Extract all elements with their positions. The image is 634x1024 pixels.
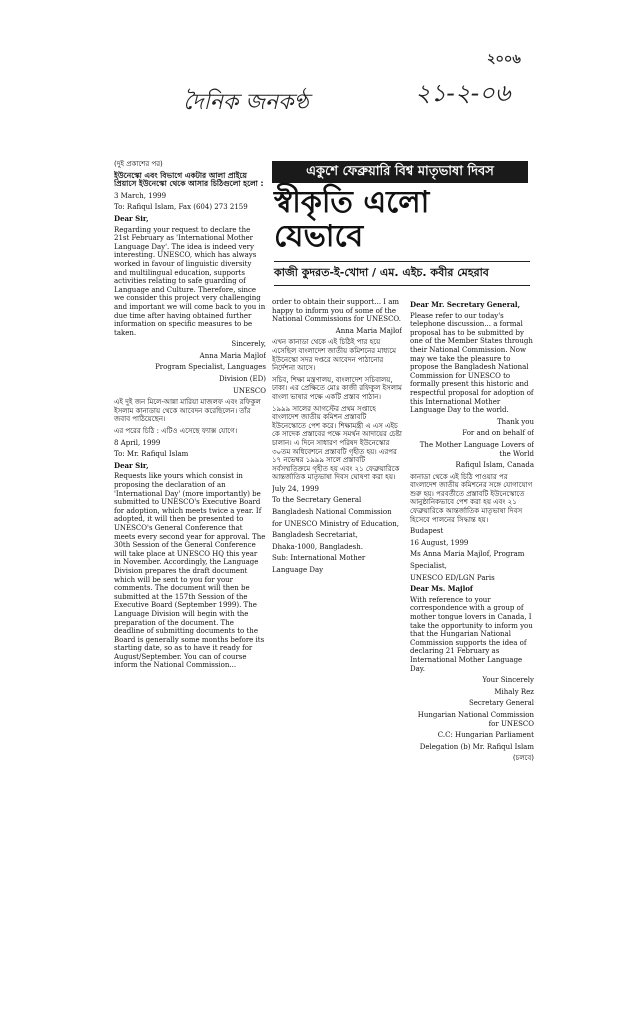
letter1-signatory-title: Program Specialist, Languages <box>155 363 266 372</box>
letter1-signatory: Anna Maria Majlof <box>199 351 266 360</box>
letter1-salutation: Dear Sir, <box>114 213 149 223</box>
top-note: (দুই প্রকাশের পর) <box>114 160 163 168</box>
col2-bengali-block-2: সচিব, শিক্ষা মন্ত্রণালয়, বাংলাদেশ সচিবালয়, ঢাকা। এর প্রেক্ষিতে মোঃ কাজী রফিকুল ইসলাম বাংলা ভাষার পক্ষে একটি প্রস্তাব পাঠান। <box>272 375 402 401</box>
letter2-date: 8 April, 1999 <box>114 438 161 447</box>
col3-salutation: Dear Mr. Secretary General, <box>410 300 521 309</box>
headline-line-1: স্বীকৃতি এলো <box>274 185 430 220</box>
letter2-to: To: Mr. Rafiqul Islam <box>114 450 189 459</box>
col3-closing: Your Sincerely <box>482 676 534 685</box>
article-banner: একুশে ফেব্রুয়ারি বিশ্ব মাতৃভাষা দিবস <box>272 161 528 183</box>
col2-to-line: To the Secretary General <box>272 496 362 505</box>
bengali-paragraph-2: এর পরের চিঠি : এটিও এসেছে ফ্যাক্স যোগে। <box>114 427 238 436</box>
col3-org: The Mother Language Lovers of the World <box>419 440 534 458</box>
col3-to-3: UNESCO ED/LGN Paris <box>410 573 495 582</box>
col3-cc: C.C: Hungarian Parliament <box>437 731 534 740</box>
col3-to-1: Ms Anna Maria Majlof, Program <box>410 550 525 559</box>
col3-to-2: Specialist, <box>410 562 447 571</box>
col3-sig-title: Secretary General <box>468 699 534 708</box>
headline-line-2: যেভাবে <box>274 219 364 254</box>
col3-date: 16 August, 1999 <box>410 538 469 547</box>
col2-address-2: for UNESCO Ministry of Education, <box>272 519 399 528</box>
col2-letter-date: July 24, 1999 <box>272 484 319 493</box>
col3-person: Rafiqul Islam, Canada <box>455 461 534 470</box>
col2-bengali-block-3: ১৯৯৯ সালের আগস্টের প্রথম সপ্তাহে বাংলাদেশ জাতীয় কমিশন প্রস্তাবটি ইউনেস্কোতে পেশ করে। শিক্ষামন্ত্রী এ এস এইচ কে সাদেক প্রস্তাবের পক্ষে সমর্থন আদায়ের চেষ্টা চালান। এ দিনে সাধারণ পরিষদ ইউনেস্কোর ৩০তম অধিবেশনে প্রস্তাবটি গৃহীত হয়। এরপর ১৭ নভেম্বর ১৯৯৯ সালে প্রস্তাবটি সর্বসম্মতিক্রমে গৃহীত হয় এবং ২১ ফেব্রুয়ারিকে আন্তর্জাতিক মাতৃভাষা দিবস ঘোষণা করা হয়। <box>272 404 402 482</box>
letter1-body: Regarding your request to declare the 21st February as 'International Mother Language Day'. The idea is indeed very interesting. UNESCO, which has always worked in favour of linguistic diversity and multilingual education, supports activities relating to safe guarding of Language and Culture. Therefore, since we consider this project very challenging and important we will come back to you in due time after having obtained further information on specific measures to be taken. <box>114 225 266 337</box>
letter1-date: 3 March, 1999 <box>114 191 167 200</box>
col2-address-5: Sub: International Mother <box>272 554 366 563</box>
intro-paragraph: ইউনেস্কো এবং বিভাগে একটার আলা প্রাইয়ে প্রিয়াসে ইউনেস্কো থেকে আসার চিঠিগুলো হলো : <box>114 170 264 189</box>
col2-address-4: Dhaka-1000, Bangladesh. <box>272 542 364 551</box>
letter1-signatory-division: Division (ED) <box>218 375 266 384</box>
handwritten-year: ২০০৬ <box>487 52 521 67</box>
col2-bengali-block-1: এখন কানাডা থেকে এই চিঠিই পার হয়ে এসেছিল বাংলাদেশ জাতীয় কমিশনের মাধ্যমে ইউনেস্কো সদর দপ্তরে আবেদন পাঠানোর নির্দেশনা আসে। <box>272 338 396 373</box>
letter1-sincerely: Sincerely, <box>231 340 266 349</box>
col3-dear: Dear Ms. Majlof <box>410 584 473 594</box>
letter2-salutation: Dear Sir, <box>114 460 149 470</box>
col3-sig-org: Hungarian National Commission for UNESCO <box>417 710 534 728</box>
col3-continued: (চলবে) <box>512 754 534 763</box>
article-headline <box>274 186 528 254</box>
col2-address-3: Bangladesh Secretariat, <box>272 531 358 540</box>
col2-signatory: Anna Maria Majlof <box>335 326 402 335</box>
col3-bengali-paragraph: কানাডা থেকে এই চিঠি পাওয়ার পর বাংলাদেশ জাতীয় কমিশনের সঙ্গে যোগাযোগ শুরু হয়। পরবর্তীতে প্রস্তাবটি ইউনেস্কোতে আনুষ্ঠানিকভাবে পেশ করা হয় এবং ২১ ফেব্রুয়ারিকে আন্তর্জাতিক মাতৃভাষা দিবস হিসেবে পালনের সিদ্ধান্ত হয়। <box>410 472 533 524</box>
col3-cc-2: Delegation (b) Mr. Rafiqul Islam <box>419 742 534 751</box>
letter2-body: Requests like yours which consist in proposing the declaration of an 'International Day' (more importantly) be submitted to UNESCO's Executive Board for adoption, which meets twice a year. If adopted, it will then be presented to UNESCO's General Conference that meets every second year for approval. The 30th Session of the General Conference will take place at UNESCO HQ this year in November. Accordingly, the Language Division prepares the draft document which will be sent to you for your comments. The document will then be submitted at the 157th Session of the Executive Board (September 1999). The Language Division will begin with the preparation of the document. The deadline of submitting documents to the Board is generally some months before its starting date, so as to have it ready for August/September. You can of course inform the National Commission... <box>114 472 266 670</box>
col3-sig-name: Mihaly Rez <box>494 687 534 696</box>
col3-thanks: Thank you <box>496 417 534 426</box>
col2-address-1: Bangladesh National Commission <box>272 508 392 517</box>
col3-body-1: Please refer to our today's telephone discussion... a formal proposal has to be submitted by one of the Member States through their National Commission. Now may we take the pleasure to propose the Bangladesh National Commission for UNESCO to formally present this historic and respectful proposal for adoption of this International Mother Language Day to the world. <box>410 311 534 415</box>
bengali-paragraph-1: এই দুই জন মিলে-আন্না মারিয়া মাজলফ এবং রফিকুল ইসলাম কানাডায় থেকে আবেদন করেছিলেন। তাঁর জবাব পাঠিয়েছেন। <box>114 398 261 424</box>
letter-tail: order to obtain their support... I am happy to inform you of some of the National Commissions for UNESCO. <box>272 298 401 324</box>
col2-address-6: Language Day <box>272 566 324 575</box>
column-2 <box>272 298 402 768</box>
col3-place: Budapest <box>410 527 444 536</box>
col3-behalf: For and on behalf of <box>462 429 534 438</box>
letter1-to: To: Rafiqul Islam, Fax (604) 273 2159 <box>114 203 248 212</box>
article-byline: কাজী কুদরত-ই-খোদা / এম. এইচ. কবীর মেহরাব <box>274 261 530 286</box>
col3-body-2: With reference to your correspondence with a group of mother tongue lovers in Canada, I take the opportunity to inform you that the Hungarian National Commission supports the idea of declaring 21 February as International Mother Language Day. <box>410 595 533 673</box>
letter1-signatory-org: UNESCO <box>232 386 266 395</box>
handwritten-date: ২১-২-০৬ <box>415 79 511 107</box>
handwritten-paper-name: দৈনিক জনকণ্ঠ <box>183 90 309 115</box>
column-1 <box>114 160 266 795</box>
column-3 <box>410 298 534 763</box>
